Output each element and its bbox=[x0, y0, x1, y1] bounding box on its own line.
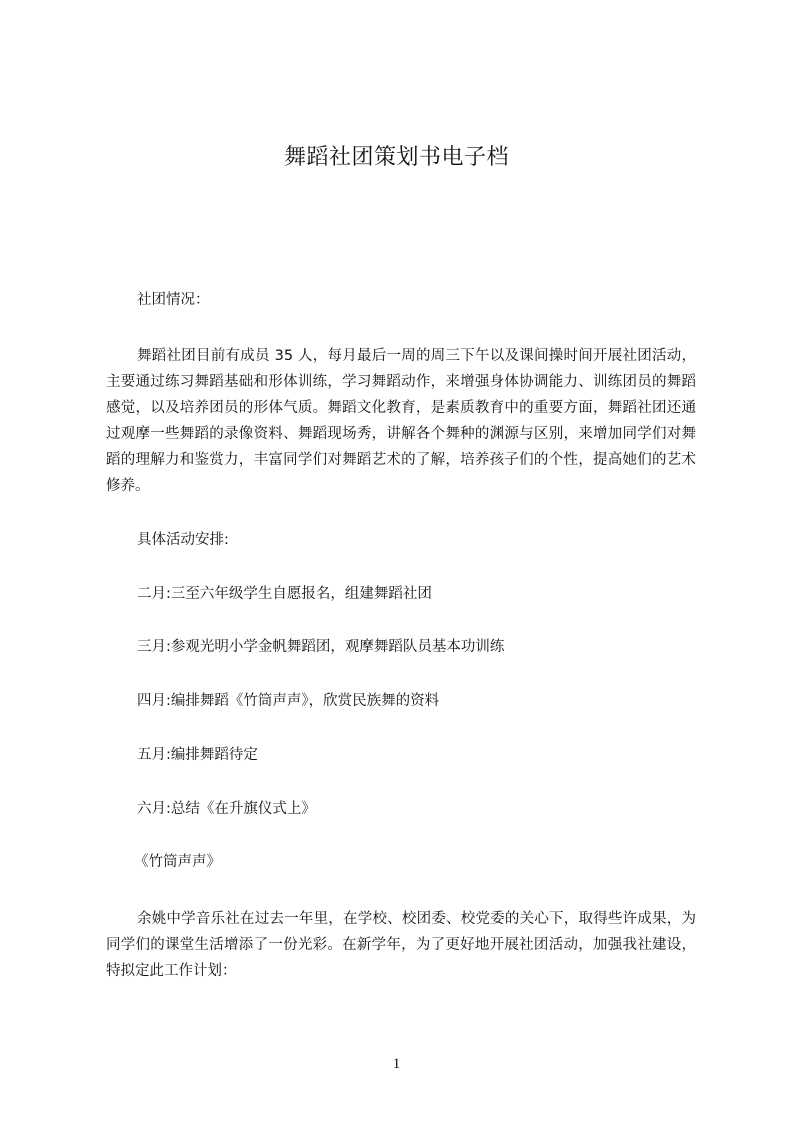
schedule-item-february: 二月:三至六年级学生自愿报名，组建舞蹈社团 bbox=[137, 586, 432, 602]
music-club-paragraph: 余姚中学音乐社在过去一年里，在学校、校团委、校党委的关心下，取得些许成果，为同学们的课堂生活增添了一份光彩。在新学年，为了更好地开展社团活动，加强我社建设，特拟定此工作计划： bbox=[106, 911, 696, 979]
intro-paragraph: 舞蹈社团目前有成员 35 人，每月最后一周的周三下午以及课间操时间开展社团活动，主要通过练习舞蹈基础和形体训练，学习舞蹈动作，来增强身体协调能力、训练团员的舞蹈感觉，以及培养团员的形体气质。舞蹈文化教育，是素质教育中的重要方面，舞蹈社团还通过观摩一些舞蹈的录像资料、舞蹈现场秀，讲解各个舞种的渊源与区别，来增加同学们对舞蹈的理解力和鉴赏力，丰富同学们对舞蹈艺术的了解，培养孩子们的个性，提高她们的艺术修养。 bbox=[106, 348, 696, 494]
schedule-item-april: 四月:编排舞蹈《竹筒声声》，欣赏民族舞的资料 bbox=[137, 693, 440, 709]
schedule-item-march: 三月:参观光明小学金帆舞蹈团，观摩舞蹈队员基本功训练 bbox=[137, 639, 505, 655]
schedule-item-june: 六月:总结《在升旗仪式上》 bbox=[137, 801, 316, 817]
work-subtitle: 《竹筒声声》 bbox=[134, 854, 221, 870]
section-heading-schedule: 具体活动安排: bbox=[137, 532, 229, 548]
page-number: 1 bbox=[392, 1056, 401, 1072]
schedule-item-may: 五月:编排舞蹈待定 bbox=[137, 747, 258, 763]
section-heading-club-status: 社团情况： bbox=[137, 292, 210, 308]
document-title: 舞蹈社团策划书电子档 bbox=[283, 145, 509, 170]
